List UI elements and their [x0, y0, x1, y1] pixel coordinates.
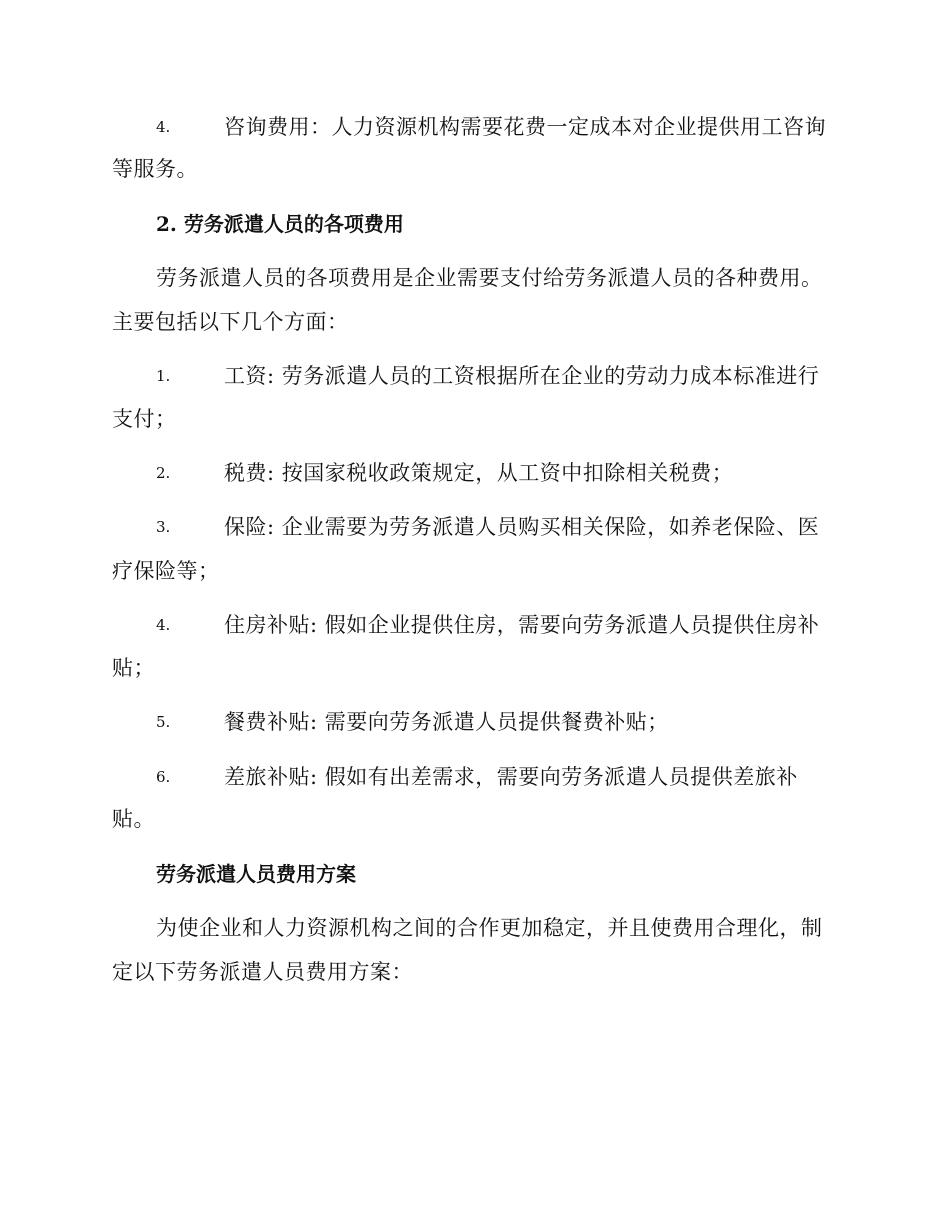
section-heading: 2. 劳务派遣人员的各项费用: [156, 212, 404, 236]
list-number: 4.: [156, 118, 171, 136]
list-number: 4.: [156, 616, 171, 634]
list-number: 5.: [156, 713, 171, 731]
list-number: 3.: [156, 518, 171, 536]
list-number: 6.: [156, 768, 171, 786]
paragraph-text-continued: 定以下劳务派遣人员费用方案：: [112, 960, 413, 984]
list-item-text: 住房补贴: 假如企业提供住房，需要向劳务派遣人员提供住房补: [224, 613, 820, 637]
list-item-text-continued: 支付；: [112, 407, 177, 431]
list-item-text-continued: 疗保险等；: [112, 559, 220, 583]
paragraph-text: 劳务派遣人员的各项费用是企业需要支付给劳务派遣人员的各种费用。: [156, 266, 823, 290]
list-item-text: 税费: 按国家税收政策规定，从工资中扣除相关税费；: [224, 461, 734, 485]
list-item-text-continued: 等服务。: [112, 157, 198, 181]
list-number: 2.: [156, 464, 171, 482]
list-item-text: 工资: 劳务派遣人员的工资根据所在企业的劳动力成本标准进行: [224, 364, 820, 388]
list-item-text: 咨询费用：人力资源机构需要花费一定成本对企业提供用工咨询: [224, 115, 826, 139]
paragraph-text-continued: 主要包括以下几个方面：: [112, 310, 349, 334]
list-item-text-continued: 贴。: [112, 807, 155, 831]
paragraph-text: 为使企业和人力资源机构之间的合作更加稳定，并且使费用合理化，制: [156, 916, 823, 940]
list-number: 1.: [156, 367, 171, 385]
list-item-text-continued: 贴；: [112, 656, 155, 680]
section-heading: 劳务派遣人员费用方案: [156, 862, 356, 886]
list-item-text: 保险: 企业需要为劳务派遣人员购买相关保险，如养老保险、医: [224, 515, 820, 539]
list-item-text: 餐费补贴: 需要向劳务派遣人员提供餐费补贴；: [224, 710, 669, 734]
list-item-text: 差旅补贴: 假如有出差需求，需要向劳务派遣人员提供差旅补: [224, 765, 798, 789]
